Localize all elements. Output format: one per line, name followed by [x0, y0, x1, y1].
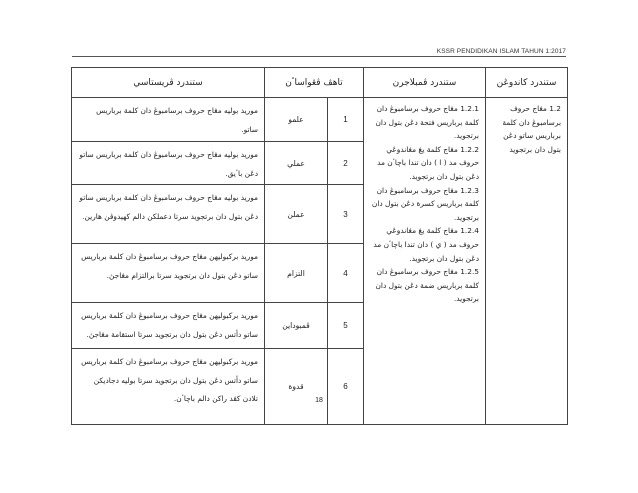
level-number: 2 [328, 142, 364, 185]
performance-description: موريد بوليه مڠاج حروف برسامبوڠ دان كلمة برباريس ساتو دڠن بتول دان برتجويد سرتا دعملكن دالم كهيدوڤن هارين. [79, 193, 258, 221]
level-number: 1 [328, 98, 364, 142]
performance-description: موريد بركبوليهن مڠاج حروف برسامبوڠ دان كلمة برباريس ساتو دأتس دڠن بتول دان برتجويد سرتا بوليه دجاديكن تلادن كڤد راكن دالم باچاٴن. [81, 357, 258, 404]
performance-description: موريد بوليه مڠاج حروف برسامبوڠ دان كلمة برباريس ساتو دڠن باٴيق. [79, 150, 258, 178]
performance-cell [72, 303, 265, 349]
learning-standards-cell [364, 98, 486, 425]
header-rule [72, 56, 566, 57]
learning-standard-2: 1.2.2 مڠاج كلمة يڠ مڠاندوڠي حروف مد ( ا ) دان تندا باچاٴن مد دڠن بتول دان برتجويد. [377, 144, 479, 181]
performance-cell [72, 244, 265, 303]
level-number: 6 [328, 349, 364, 425]
level-number: 4 [328, 244, 364, 303]
level-number: 5 [328, 303, 364, 349]
level-name: علمو [265, 98, 328, 142]
standard-content-cell [486, 98, 568, 425]
header-performance-level: تاهڤ ڤڠواساٴن [265, 68, 364, 98]
learning-standard-1: 1.2.1 مڠاج حروف برسامبوڠ دان كلمة برباريس فتحة دڠن بتول دان برتجويد. [375, 104, 479, 141]
level-name: عملن [265, 185, 328, 244]
level-number: 3 [328, 185, 364, 244]
performance-cell [72, 185, 265, 244]
level-name: ڤمبوداين [265, 303, 328, 349]
performance-cell [72, 98, 265, 142]
standard-content-text: 1.2 مڠاج حروف برسامبوڠ دان كلمة برباريس ساتو دڠن بتول دان برتجويد [502, 104, 561, 154]
performance-description: موريد بركبوليهن مڠاج حروف برسامبوڠ دان كلمة برباريس ساتو دڠن بتول دان برتجويد سرتا برالتزام مڠاجڽ. [81, 252, 258, 280]
header-learning-standard: ستندرد ڤمبلاجرن [364, 68, 486, 98]
level-name: قدوة [265, 349, 328, 425]
learning-standard-4: 1.2.4 مڠاج كلمة يڠ مڠاندوڠي حروف مد ( ي ) دان تندا باچاٴن مد دڠن بتول دان برتجويد. [373, 226, 479, 263]
level-name: التزام [265, 244, 328, 303]
table-row [72, 98, 568, 142]
learning-standard-3: 1.2.3 مڠاج حروف برسامبوڠ دان كلمة برباريس كسرة دڠن بتول دان برتجويد. [371, 185, 479, 222]
learning-standard-5: 1.2.5 مڠاج حروف برسامبوڠ دان كلمة برباريس ضمة دڠن بتول دان برتجويد. [375, 267, 479, 304]
performance-description: موريد بركبوليهن مڠاج حروف برسامبوڠ دان كلمة برباريس ساتو دأتس دڠن بتول دان برتجويد سرتا استقامة مڠاجڽ. [81, 311, 258, 339]
level-name: عملي [265, 142, 328, 185]
performance-cell [72, 142, 265, 185]
standards-table [71, 67, 568, 425]
page-number: 18 [315, 397, 323, 404]
performance-description: موريد بوليه مڠاج حروف برسامبوڠ دان كلمة برباريس ساتو. [96, 106, 258, 134]
header-standard-content: ستندرد كاندوڠن [486, 68, 568, 98]
table-header-row [72, 68, 568, 98]
header-performance-standard: ستندرد ڤريستاسي [72, 68, 265, 98]
performance-cell [72, 349, 265, 425]
document-header: KSSR PENDIDIKAN ISLAM TAHUN 1:2017 [436, 48, 566, 55]
